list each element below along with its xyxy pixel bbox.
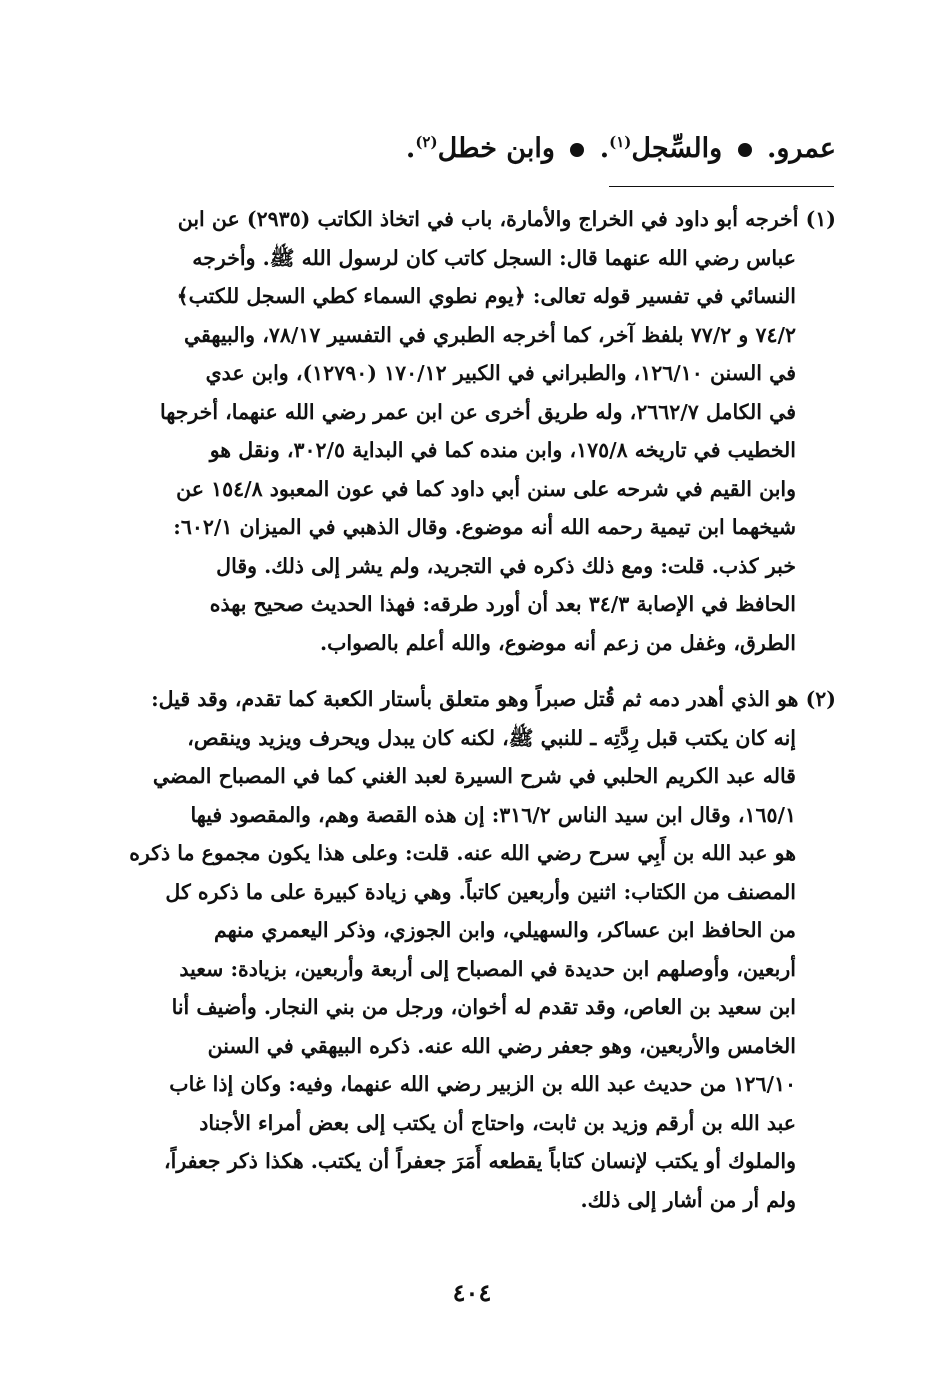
footnote-line: ولم أر من أشار إلى ذلك. xyxy=(580,1187,796,1212)
footnote-line: قاله عبد الكريم الحلبي في شرح السيرة لعبد الغني كما في المصباح المضي xyxy=(152,764,796,788)
main-text-end: . xyxy=(405,133,416,164)
main-text-amr: عمرو. xyxy=(766,133,836,164)
footnote-line: الخطيب في تاريخه ١٧٥/٨، وابن منده كما في البداية ٣٠٢/٥، ونقل هو xyxy=(209,438,796,462)
main-text-line xyxy=(116,128,836,170)
footnote-line: عباس رضي الله عنهما قال: السجل كاتب كان لرسول الله ﷺ. وأخرجه xyxy=(192,245,796,270)
footnote-line: ابن سعيد بن العاص، وقد تقدم له أخوان، ورجل من بني النجار. وأضيف أنا xyxy=(171,995,796,1019)
footnote-ref-2[interactable]: (٢) xyxy=(415,133,438,151)
footnote-line: عبد الله بن أرقم وزيد بن ثابت، واحتاج أن يكتب إلى بعض أمراء الأجناد xyxy=(199,1110,796,1135)
footnote-line: هو عبد الله بن أَبِي سرح رضي الله عنه. قلت: وعلى هذا يكون مجموع ما ذكره xyxy=(129,841,796,865)
footnote-line: والملوك أو يكتب لإنسان كتاباً يقطعه أَمَرَ جعفراً أن يكتب. هكذا ذكر جعفراً، xyxy=(164,1149,796,1173)
footnote-line: وابن القيم في شرحه على سنن أبي داود كما في عون المعبود ١٥٤/٨ عن xyxy=(176,476,796,501)
footnote-marker: (١) xyxy=(805,207,836,231)
footnote-line: المصنف من الكتاب: اثنين وأربعين كاتباً. وهي زيادة كبيرة على ما ذكره كل xyxy=(165,879,796,904)
footnote-line: ١٦٥/١، وقال ابن سيد الناس ٣١٦/٢: إن هذه القصة وهم، والمقصود فيها xyxy=(190,802,796,827)
footnote-ref-1[interactable]: (١) xyxy=(609,133,632,151)
main-text-ibn-khatal: وابن خطل xyxy=(437,133,555,164)
footnote-line: من الحافظ ابن عساكر، والسهيلي، وابن الجوزي، وذكر اليعمري منهم xyxy=(213,918,796,942)
footnote-2 xyxy=(108,680,836,1219)
page-number: ٤٠٤ xyxy=(452,1278,492,1307)
bullet-icon xyxy=(570,143,584,157)
footnote-line: الخامس والأربعين، وهو جعفر رضي الله عنه. ذكره البيهقي في السنن xyxy=(207,1033,796,1058)
footnote-line-text: هو الذي أهدر دمه ثم قُتل صبراً وهو متعلق بأستار الكعبة كما تقدم، وقد قيل: xyxy=(151,687,799,711)
footnote-line: ٧٤/٢ و ٧٧/٢ بلفظ آخر، كما أخرجه الطبري في التفسير ٧٨/١٧، والبيهقي xyxy=(183,322,796,347)
footnote-line: في السنن ١٢٦/١٠، والطبراني في الكبير ١٧٠/١٢ (١٢٧٩٠)، وابن عدي xyxy=(205,361,796,385)
footnote-line: الطرق، وغفل من زعم أنه موضوع، والله أعلم بالصواب. xyxy=(319,630,796,655)
footnote-line xyxy=(108,680,836,719)
footnote-line: شيخهما ابن تيمية رحمه الله أنه موضوع. وقال الذهبي في الميزان ٦٠٢/١: xyxy=(173,515,796,539)
footnote-1 xyxy=(108,200,836,662)
footnote-line xyxy=(108,200,836,239)
footnote-line: في الكامل ٢٦٦٢/٧، وله طريق أخرى عن ابن عمر رضي الله عنهما، أخرجها xyxy=(160,399,796,424)
footnote-marker: (٢) xyxy=(805,687,836,711)
footnote-line-text: أخرجه أبو داود في الخراج والأمارة، باب في اتخاذ الكاتب (٢٩٣٥) عن ابن xyxy=(177,207,799,231)
footnote-line: النسائي في تفسير قوله تعالى: ﴿يوم نطوي السماء كطي السجل للكتب﴾ xyxy=(176,284,796,308)
footnote-line: الحافظ في الإصابة ٣٤/٣ بعد أن أورد طرقه: فهذا الحديث صحيح بهذه xyxy=(209,592,796,616)
footnote-line: ١٢٦/١٠ من حديث عبد الله بن الزبير رضي الله عنهما، وفيه: وكان إذا غاب xyxy=(169,1072,796,1096)
footnote-line: أربعين، وأوصلهم ابن حديدة في المصباح إلى أربعة وأربعين، بزيادة: سعيد xyxy=(179,956,796,981)
bullet-icon xyxy=(738,143,752,157)
main-text-period: . xyxy=(599,133,610,164)
footnote-line: إنه كان يكتب قبل رِدَّتِه ـ للنبي ﷺ، لكنه كان يبدل ويحرف ويزيد وينقص، xyxy=(187,725,796,750)
footnote-line: خبر كذب. قلت: ومع ذلك ذكره في التجريد، ولم يشر إلى ذلك. وقال xyxy=(216,553,796,578)
footnote-separator xyxy=(609,186,834,187)
main-text-sijil: والسِّجل xyxy=(631,133,723,164)
